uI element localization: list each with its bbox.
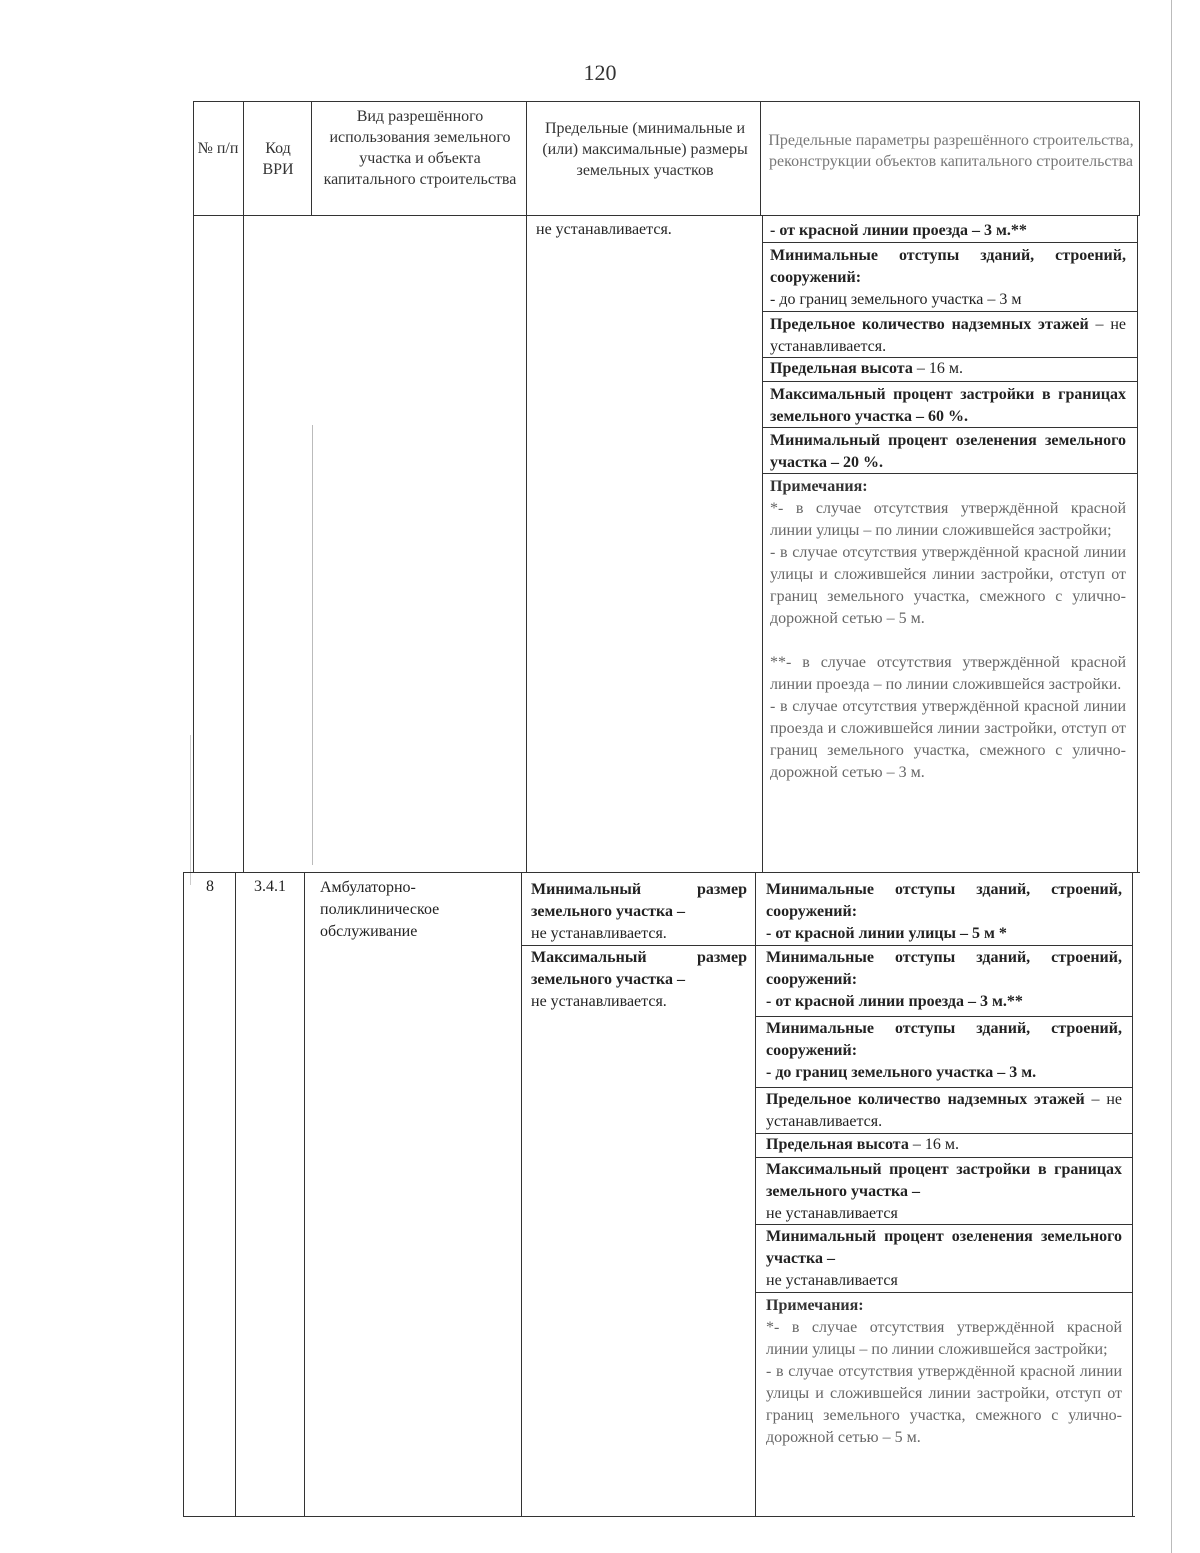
size-max-value: не устанавливается. [531,993,667,1010]
row-num: 8 [206,878,214,895]
page-edge-line [1171,0,1172,1553]
param-cell [770,358,1126,380]
param-bold: Предельная высота [766,1136,909,1153]
notes-title: Примечания: [766,1297,864,1314]
size-max-cell [531,947,747,1013]
size-min-label: Минимальный размер земельного участка – [531,881,747,920]
param-value: – не устанавливается. [770,316,1126,355]
col-line [243,101,244,215]
col-line [183,872,184,1516]
param-bold: Предельное количество надземных этажей [770,316,1089,333]
col-line [762,215,763,872]
col-line [311,101,312,215]
param-bold: Максимальный процент застройки в границах земельного участка – [766,1161,1122,1200]
col-line [1137,215,1138,872]
size-min-cell [531,879,747,945]
param-value: не устанавливается [766,1272,898,1289]
note-text: - в случае отсутствия утверждённой красной линии проезда и сложившейся линии застройки, отступ от границ земельного участка, смежного с улично-дорожной сетью – 3 м. [770,698,1126,781]
scan-mark [312,425,313,865]
size-max-label: Максимальный размер земельного участка – [531,949,747,988]
param-bold: Минимальный процент озеленения земельного участка [770,432,1126,471]
param-cell [770,430,1126,474]
param-bold: Минимальные отступы зданий, строений, сооружений: [770,247,1126,286]
notes-cell [770,476,1126,784]
table-border-top [193,101,1140,102]
cell-divider [755,1157,1132,1158]
size-min-value: не устанавливается. [531,925,667,942]
row-code: 3.4.1 [254,878,286,895]
param-bold: Минимальные отступы зданий, строений, сооружений: [766,881,1122,920]
cell-divider [762,311,1137,312]
cell-divider [762,242,1137,243]
param-cell [766,1134,1122,1156]
col-line [760,101,761,215]
col-line [235,872,236,1516]
note-text: *- в случае отсутствия утверждённой красной линии улицы – по линии сложившейся застройки; [766,1319,1122,1358]
note-text: **- в случае отсутствия утверждённой красной линии проезда – по линии сложившейся застройки. [770,654,1126,693]
cell-divider [762,381,1137,382]
col-line [304,872,305,1516]
row-divider [183,872,1140,873]
col-line [521,872,522,1516]
scan-mark [190,735,191,885]
col-line [1139,101,1140,215]
note-text: - в случае отсутствия утверждённой красной линии улицы и сложившейся линии застройки, отступ от границ земельного участка, смежного с улично-дорожной сетью – 5 м. [770,544,1126,627]
param-value: - от красной линии проезда – 3 м.** [766,993,1023,1010]
header-kind: Вид разрешённого использования земельного участка и объекта капитального строительства [323,108,517,188]
param-cell [766,879,1122,945]
header-divider [193,215,1140,216]
page-number: 120 [583,60,617,85]
param-value: - до границ земельного участка – 3 м. [766,1064,1037,1081]
header-code: Код ВРИ [262,140,294,178]
row-kind: Амбулаторно-поликлиническое обслуживание [320,879,440,940]
header-sizes: Предельные (минимальные и (или) максимальные) размеры земельных участков [542,120,748,179]
note-text: - в случае отсутствия утверждённой красной линии улицы и сложившейся линии застройки, отступ от границ земельного участка, смежного с улично-дорожной сетью – 5 м. [766,1363,1122,1446]
param-value: не устанавливается [766,1205,898,1222]
param-bold: Максимальный процент застройки в границах земельного участка [770,386,1126,425]
table-border-bottom [183,1516,1135,1517]
notes-cell [766,1295,1122,1449]
param-cell [770,220,1126,242]
param-bold: Минимальные отступы зданий, строений, сооружений: [766,1020,1122,1059]
col-line [243,215,244,872]
param-bold: Предельная высота [770,360,913,377]
param-cell [766,1018,1122,1084]
param-value: – 16 м. [912,360,963,377]
param-cell [770,314,1126,358]
header-num: № п/п [197,140,239,157]
col-line [193,215,194,872]
cell-divider [521,945,755,946]
col-line [1132,872,1133,1516]
param-bold: Минимальные отступы зданий, строений, сооружений: [766,949,1122,988]
cell-divider [755,1016,1132,1017]
param-cell [766,1089,1122,1133]
param-value: – не устанавливается. [766,1091,1122,1130]
param-bold: Предельное количество надземных этажей [766,1091,1085,1108]
cell-divider [755,945,1132,946]
header-params: Предельные параметры разрешённого строительства, реконструкции объектов капитального строительства [768,132,1134,170]
notes-title: Примечания: [770,478,868,495]
cell-divider [755,1292,1132,1293]
note-spacer [770,630,1126,652]
param-value: - до границ земельного участка – 3 м [770,291,1022,308]
size-cell: не устанавливается. [536,221,672,238]
param-bold: Минимальный процент озеленения земельного участка – [766,1228,1122,1267]
col-line [526,101,527,215]
param-value: – 20 %. [826,454,883,471]
param-cell [766,1159,1122,1225]
col-line [755,872,756,1516]
cell-divider [755,1087,1132,1088]
col-line [526,215,527,872]
param-cell [770,384,1126,428]
param-bold: - от красной линии проезда – 3 м.** [770,222,1027,239]
param-cell [766,1226,1122,1292]
param-cell [766,947,1122,1013]
note-text: *- в случае отсутствия утверждённой красной линии улицы – по линии сложившейся застройки; [770,500,1126,539]
param-value: – 60 %. [912,408,969,425]
param-value: - от красной линии улицы – 5 м * [766,925,1007,942]
param-value: – 16 м. [908,1136,959,1153]
param-cell [770,245,1126,311]
